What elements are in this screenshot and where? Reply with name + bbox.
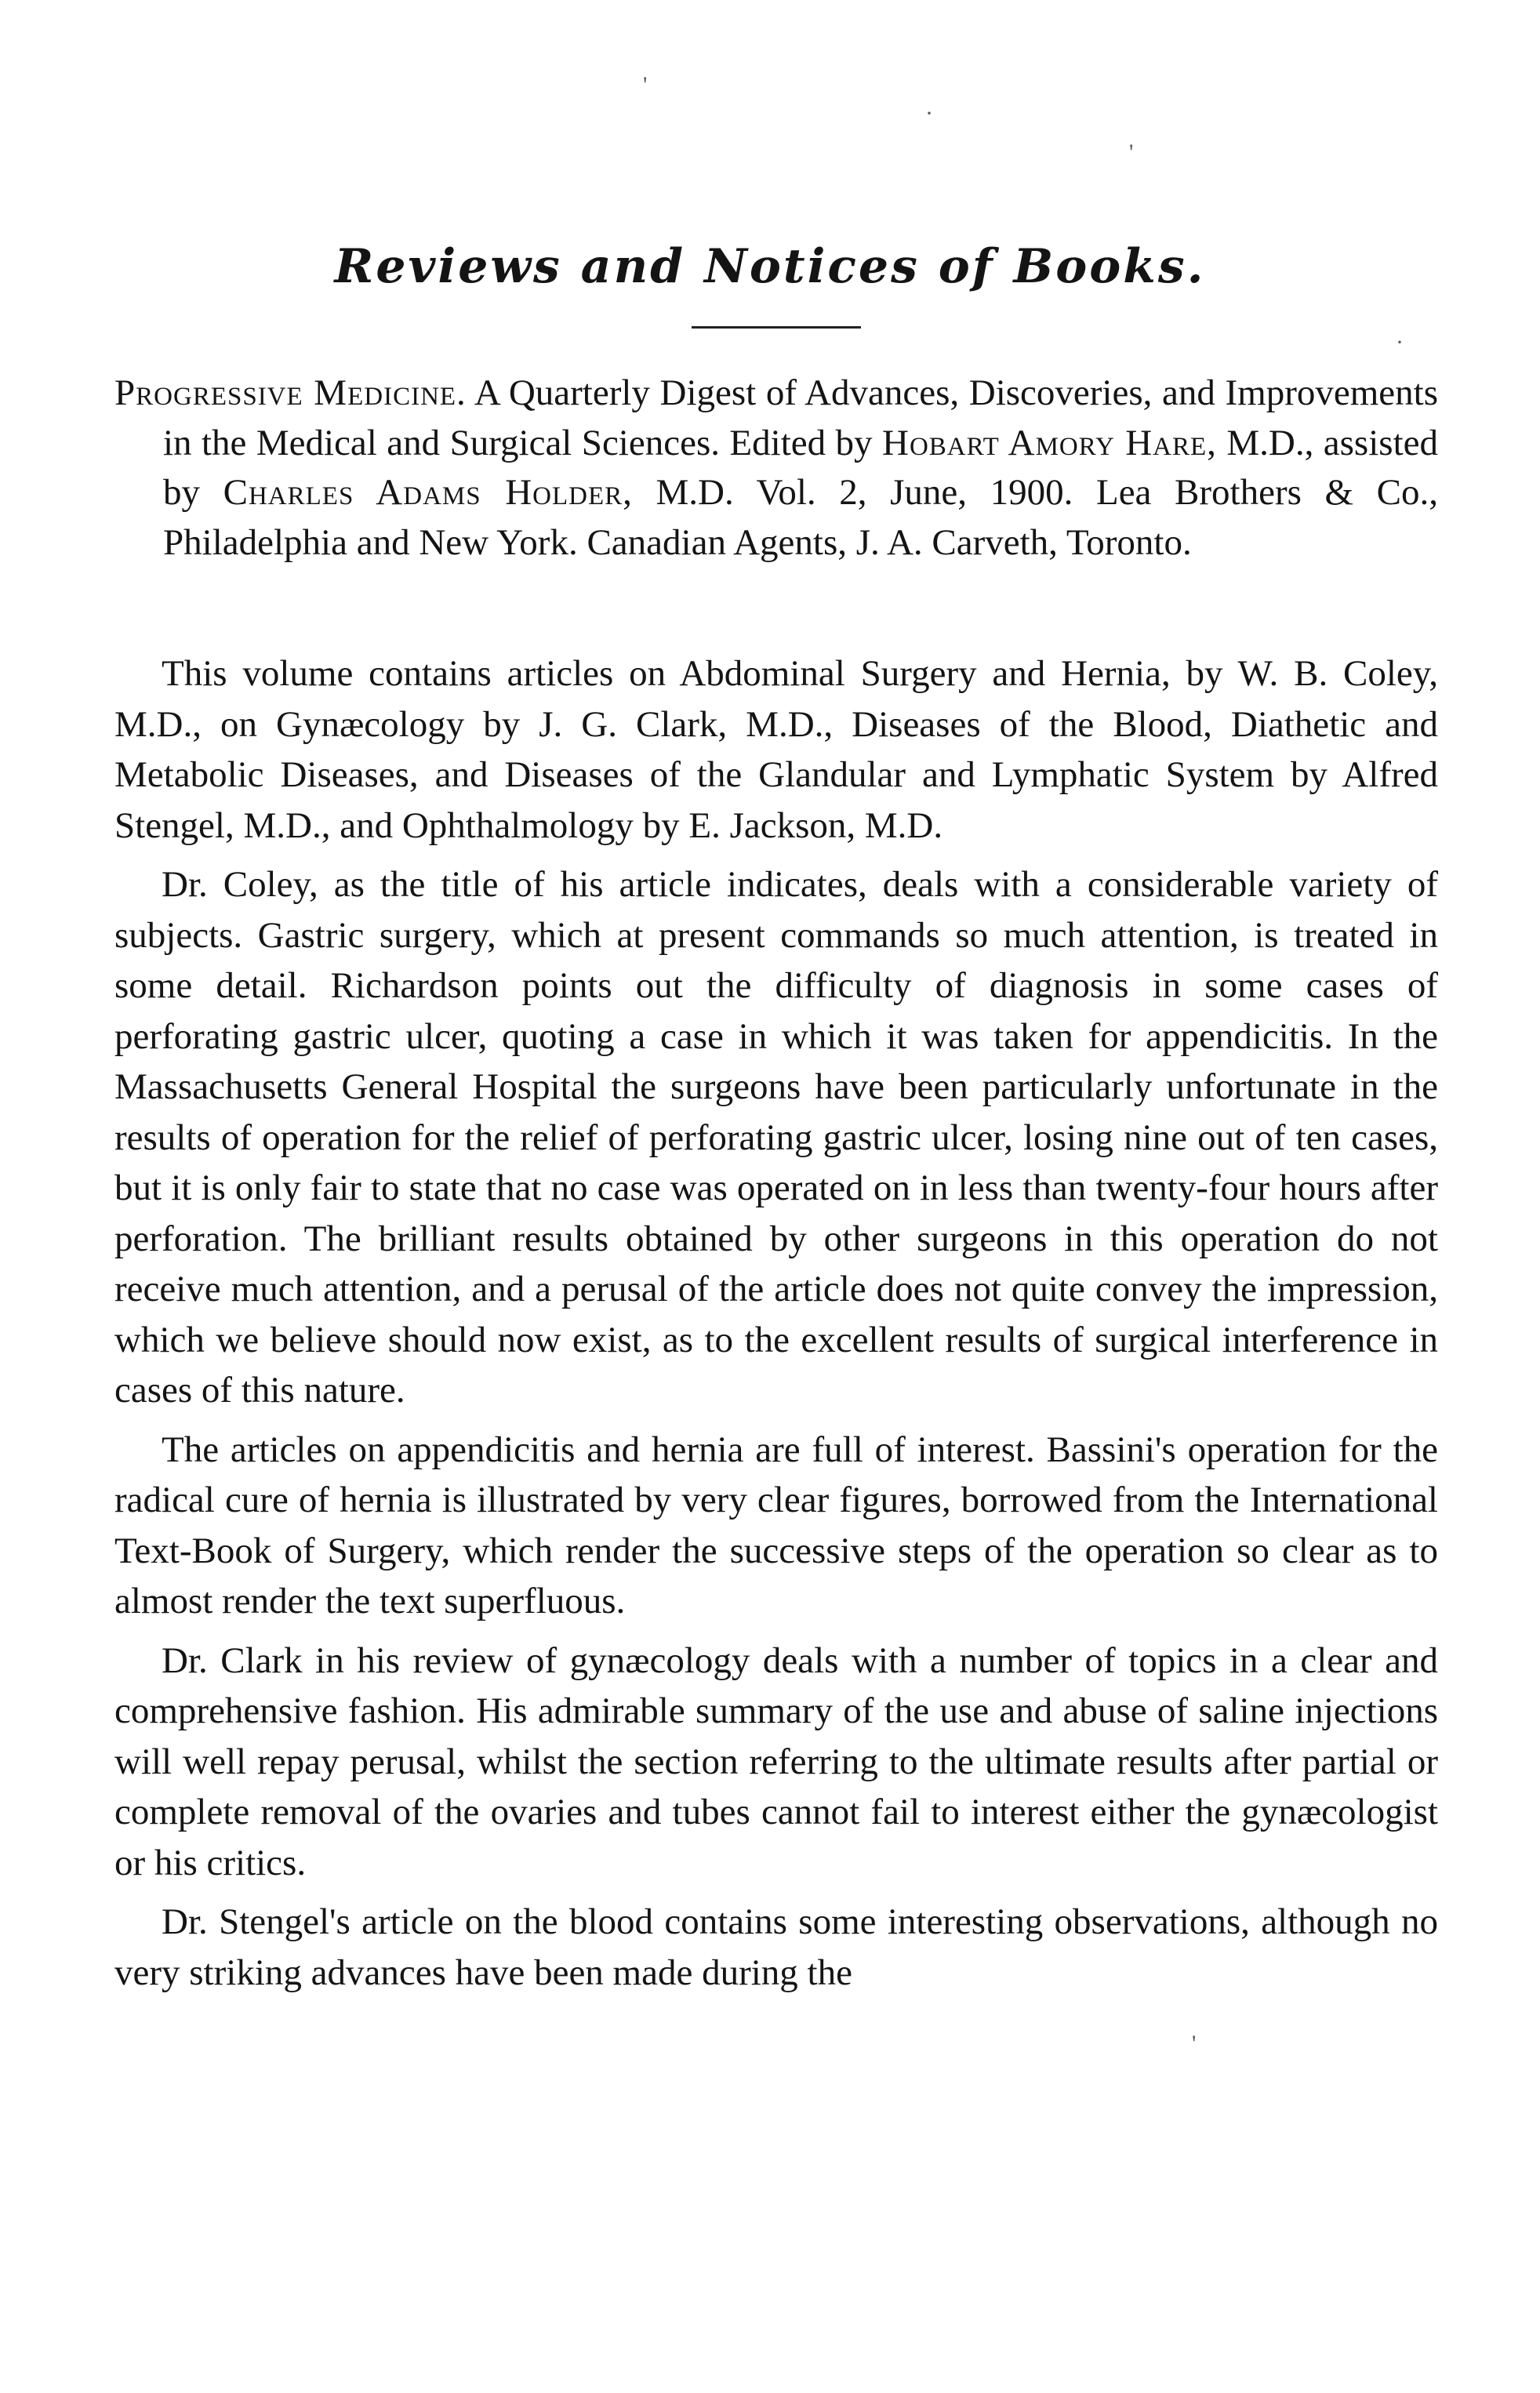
review-paragraph: This volume contains articles on Abdominal Surgery and Hernia, by W. B. Coley, M.D., on Gynæcology by J. G. Clark, M.D., Diseases of the Blood, Diathetic and Metabolic Diseases, and Diseases of the Glandular and Lymphatic System by Alfred Stengel, M.D., and Ophthalmology by E. Jackson, M.D. xyxy=(114,653,1438,846)
section-heading: Reviews and Notices of Books. xyxy=(334,239,1206,294)
book-title: Progressive Medicine. xyxy=(114,372,467,413)
speck-mark: · xyxy=(1396,329,1404,355)
review-paragraph: Dr. Stengel's article on the blood contains some interesting observations, although no very striking advances have been made during the xyxy=(114,1901,1438,1993)
heading-divider xyxy=(692,326,861,329)
speck-mark: ' xyxy=(643,72,648,98)
editor-suffix: M.D., assisted by xyxy=(163,422,1438,513)
editor-name: Hobart Amory Hare, xyxy=(882,422,1217,463)
review-paragraph: The articles on appendicitis and hernia are full of interest. Bassini's operation for the radical cure of hernia is illustrated by very clear figures, borrowed from the International Text-Book of Surgery, which render the successive steps of the operation so clear as to almost render the text superfluous. xyxy=(114,1429,1438,1621)
review-paragraph: Dr. Coley, as the title of his article indicates, deals with a considerable variety of subjects. Gastric surgery, which at present commands so much attention, is treated in some detail. Richardson points out the difficulty of diagnosis in some cases of perforating gastric ulcer, quoting a case in which it was taken for appendicitis. In the Massachusetts General Hospital the surgeons have been particularly unfortunate in the results of operation for the relief of perforating gastric ulcer, losing nine out of ten cases, but it is only fair to state that no case was operated on in less than twenty-four hours after perforation. The brilliant results obtained by other surgeons in this operation do not receive much attention, and a perusal of the article does not quite convey the impression, which we believe should now exist, as to the excellent results of surgical interference in cases of this nature. xyxy=(114,864,1438,1411)
publication-details: M.D. Vol. 2, June, 1900. Lea Brothers & Co., Philadelphia and New York. Canadian Agents, J. A. Carveth, Toronto. xyxy=(163,472,1438,563)
book-description: A Quarterly Digest of Advances, Discoveries, and Improvements in the Medical and Surgical Sciences. Edited by xyxy=(163,372,1438,463)
speck-mark: ' xyxy=(1192,2031,1197,2057)
speck-mark: ' xyxy=(1129,140,1134,165)
book-citation xyxy=(114,369,1438,568)
review-body xyxy=(114,648,1438,2006)
speck-mark: · xyxy=(925,100,933,126)
review-paragraph: Dr. Clark in his review of gynæcology deals with a number of topics in a clear and comprehensive fashion. His admirable summary of the use and abuse of saline injections will well repay perusal, whilst the section referring to the ultimate results after partial or complete removal of the ovaries and tubes cannot fail to interest either the gynæcologist or his critics. xyxy=(114,1640,1438,1883)
assistant-name: Charles Adams Holder, xyxy=(223,472,633,513)
